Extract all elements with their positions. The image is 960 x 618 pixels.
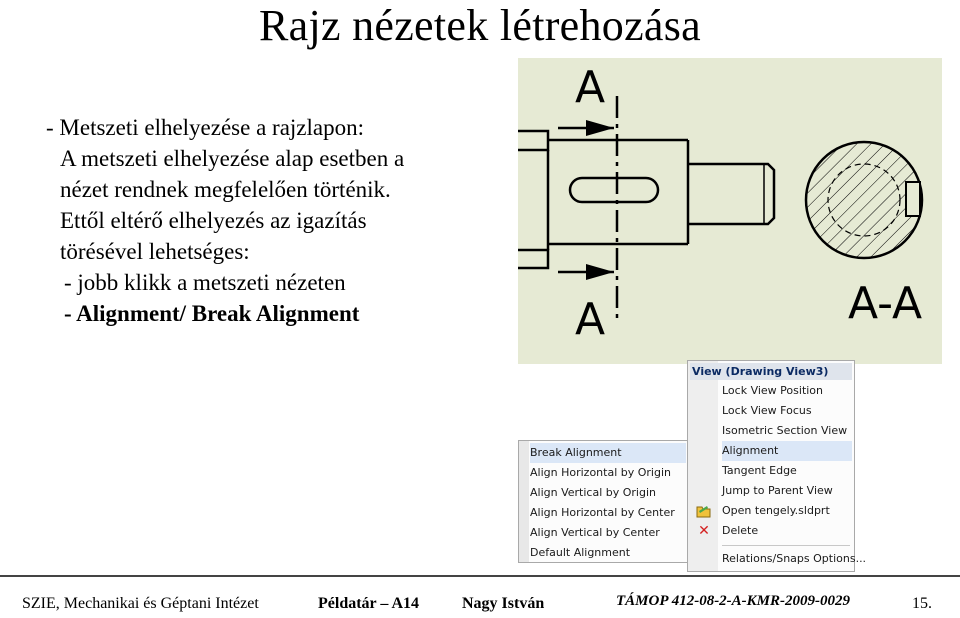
menu-gutter [688,361,718,571]
footer-author: Nagy István [462,595,545,612]
menu-item-align-vertical-by-center[interactable]: Align Vertical by Center [530,526,660,539]
menu-item-align-horizontal-by-origin[interactable]: Align Horizontal by Origin [530,466,671,479]
menu-item-relations-snaps-options[interactable]: Relations/Snaps Options... [722,552,867,565]
menu-item-alignment[interactable]: Alignment [722,441,852,461]
section-label-bottom: A [575,294,606,345]
body-line: - Metszeti elhelyezése a rajzlapon: [46,115,365,140]
footer-institute: SZIE, Mechanikai és Géptani Intézet [22,595,259,612]
menu-item-align-horizontal-by-center[interactable]: Align Horizontal by Center [530,506,675,519]
menu-header: View (Drawing View3) [690,363,852,380]
menu-item-lock-view-focus[interactable]: Lock View Focus [722,404,812,417]
menu-item-break-alignment[interactable]: Break Alignment [530,443,686,463]
menu-item-open-part[interactable]: Open tengely.sldprt [722,504,830,517]
menu-item-jump-to-parent-view[interactable]: Jump to Parent View [722,484,833,497]
footer-rule [0,575,960,577]
body-line: törésével lehetséges: [60,239,250,264]
menu-item-isometric-section-view[interactable]: Isometric Section View [722,424,848,437]
menu-item-lock-view-position[interactable]: Lock View Position [722,384,824,397]
delete-icon: ✕ [698,523,710,539]
section-label-top: A [575,62,606,113]
view-context-menu [687,360,867,572]
technical-drawing[interactable] [518,58,942,364]
footer-project: TÁMOP 412-08-2-A-KMR-2009-0029 [616,593,851,609]
body-line: Ettől eltérő elhelyezés az igazítás [60,208,367,233]
alignment-submenu [518,440,688,563]
menu-gutter [519,441,529,562]
slide-title: Rajz nézetek létrehozása [258,1,702,50]
menu-item-align-vertical-by-origin[interactable]: Align Vertical by Origin [530,486,656,499]
drawing-svg [518,58,942,364]
menu-separator [722,545,850,546]
section-cut-line [558,96,617,320]
shaft-view [518,131,774,268]
menu-item-default-alignment[interactable]: Default Alignment [530,546,631,559]
section-view-circle [798,134,930,266]
body-line: A metszeti elhelyezése alap esetben a [60,146,405,171]
slide-footer [0,575,960,618]
menu-item-tangent-edge[interactable]: Tangent Edge [722,464,797,477]
open-folder-icon [696,503,712,519]
footer-example: Példatár – A14 [318,595,420,612]
body-line: - jobb klikk a metszeti nézeten [64,270,346,295]
body-line: nézet rendnek megfelelően történik. [60,177,391,202]
section-view-label: A-A [848,278,923,329]
body-text [46,112,404,329]
menu-item-delete[interactable]: Delete [722,524,759,537]
body-line: - Alignment/ Break Alignment [64,301,360,326]
footer-page-number: 15. [912,595,932,612]
